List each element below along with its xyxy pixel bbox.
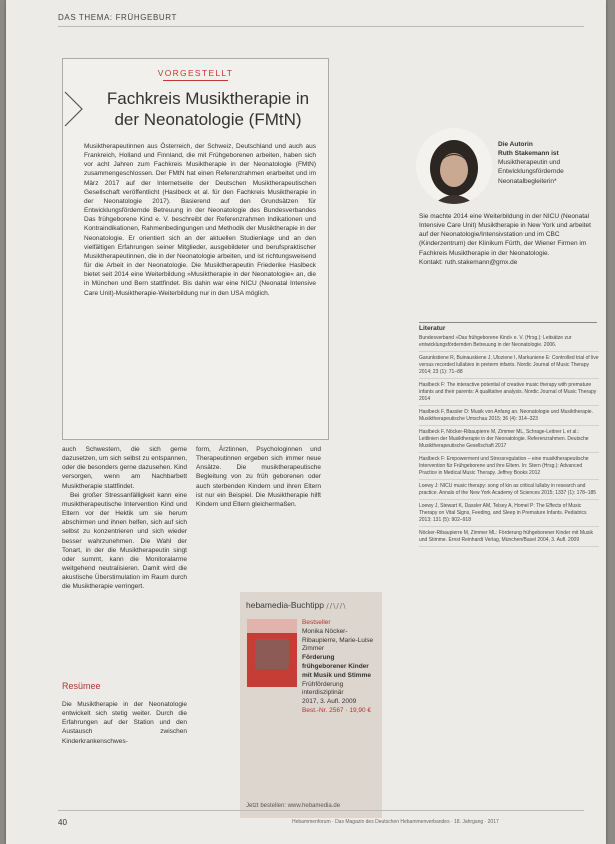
literature-divider: [419, 322, 597, 323]
body-paragraph: Bei großer Stressanfälligkeit kann eine musiktherapeutische Intervention Kind und Eltern vor der Hektik um sie herum abschirmen und ihnen helfen, sich auf sich selbst zu konzentrieren und sich wieder besser wahrzunehmen. Die Wahl der Tonart, in der die Musiktherapeutin singt oder summt, kann die Monitoralarme weitgehend neutralisieren. Damit wird die akustische Überstimulation im Raum durch die Musiktherapie verringert.: [62, 491, 187, 591]
header-divider: [58, 26, 584, 27]
body-paragraph: form, Ärztinnen, Psychologinnen und Therapeutinnen ergeben sich immer neue Ansätze. Die musiktherapeutische Begleitung von zu früh geborenen oder auch sterbenden Kindern und ihren Eltern ist nur ein Beispiel. Die Musiktherapie hilft Kindern und Eltern gleichermaßen.: [196, 446, 321, 508]
magazine-page: [6, 0, 606, 844]
kicker-underline: [163, 80, 228, 81]
literature-heading: Literatur: [419, 325, 446, 332]
author-photo: [416, 128, 492, 204]
author-portrait: [416, 128, 492, 204]
literature-item: Haslbeck F: Empowerment und Stressregulation – eine musiktherapeutische Intervention für Frühgeborene und ihre Eltern. In: Stern (Hrsg.): Advanced Practice in Medical Music Therapy. Jeffrey Books 2012: [419, 456, 599, 480]
resumee-paragraph: Die Musiktherapie in der Neonatologie entwickelt sich stetig weiter. Durch die Erfahrungen auf der Station und den Austausch zwischen Kinderkrankenschwes-: [62, 701, 187, 745]
literature-item: Haslbeck F, Bassler D: Musik von Anfang an. Neonatologie und Musiktherapie. Musiktherapeutische Umschau 2015; 36 (4): 314–323: [419, 409, 599, 426]
literature-item: Haslbeck F: The interactive potential of creative music therapy with premature infants and their parents: A qualitative analysis. Nordic Journal of Music Therapy 2014: [419, 382, 599, 406]
page-number: 40: [58, 818, 67, 827]
book-authors: Monika Nöcker-Ribaupierre, Marie-Luise Zimmer: [302, 627, 374, 653]
box-body-text: Musiktherapeutinnen aus Österreich, der Schweiz, Deutschland und auch aus Frankreich, Holland und Finnland, die mit Frühgeborenen arbeiten, haben sich vor acht Jahren zum Fachkreis Musiktherapie in der Neonatologie (FMtN) zusammengeschlossen. Der FMtN hat einen Referenzrahmen erarbeitet und im März 2017 auf der Internetseite der Deutschen Musiktherapeutischen Gesellschaft veröffentlicht (Haslbeck et al. für den Fachkreis Musiktherapie in der Neonatologie 2017). Basierend auf den Grundsätzen für Entwicklungsfördernde Betreuung in der Neonatologie des Bundesverbandes Das frühgeborene Kind e. V. beschreibt der Referenzrahmen Indikationen und Kontraindikationen, Rahmenbedingungen und Methodik der Musiktherapie in der Neonatologie. Er orientiert sich an der aktuellen Studienlage und an den vielfältigen Erfahrungen seiner Mitglieder, ausgebildeter und berufspraktischer Musiktherapeutinnen, die in der Neonatologie arbeiten, und ist richtungsweisend für die Arbeit in der Neonatologie. Die Musiktherapeutin Friederike Haslbeck bietet seit 2014 eine Weiterbildung »Musiktherapie in der Neonatologie« an, die in München und Bern stattfindet. Bis dahin war eine NICU (Neonatal Intensive Care Unit)-Musiktherapie-Weiterbildung nur in den USA möglich.: [84, 143, 316, 297]
author-bio-text: Sie machte 2014 eine Weiterbildung in der NICU (Neonatal Intensive Care Unit) Musiktherapie in New York und arbeitet auf der Neonatologie/Intensivstation und im CBC (Kinderzentrum) der Klinikum Fürth, der Wiener Firmen im Fachkreis Musiktherapie in der Neonatologie.: [419, 213, 591, 257]
box-kicker: VORGESTELLT: [157, 68, 234, 78]
body-column-right: [196, 445, 321, 509]
book-cover: [247, 619, 297, 687]
book-title: Förderung frühgeborener Kinder mit Musik und Stimme: [302, 654, 371, 679]
footer-divider: [58, 810, 584, 811]
author-contact: Kontakt: ruth.stakemann@gmx.de: [419, 258, 518, 266]
body-paragraph: auch Schwestern, die sich gerne dazusetzen, um sich selbst zu entspannen, oder die besonders gerne dazusehen. Kind versorgen, wenn am Nachbarbett Musiktherapie stattfindet.: [62, 446, 187, 490]
literature-item: Loewy J: NICU music therapy: song of kin as critical lullaby in research and practice. Annals of the New York Academy of Sciences 2015; 1337 (1): 178–185: [419, 483, 599, 500]
literature-item: Loewy J, Stewart K, Dassler AM, Telsey A, Homel P: The Effects of Music Therapy on Vital Signs, Feeding, and Sleep in Premature Infants. Pediatrics 2013; 131 (5): 902–918: [419, 503, 599, 527]
ad-heading-text: hebamedia-Buchtipp: [246, 600, 324, 610]
book-details: [302, 619, 380, 716]
book-edition: 2017, 3. Aufl. 2009: [302, 698, 357, 706]
box-title: Fachkreis Musiktherapie in der Neonatologie (FMtN): [106, 89, 310, 129]
author-caption: [498, 140, 590, 186]
resumee-heading: Resümee: [62, 681, 101, 691]
literature-item: Nöcker-Ribaupierre M, Zimmer ML: Förderung frühgeborener Kinder mit Musik und Stimme. Ernst Reinhardt Verlag, München/Basel 2004, 3. Aufl. 2009: [419, 530, 599, 547]
author-name: Ruth Stakemann ist: [498, 150, 559, 158]
book-cover-photo: [255, 639, 289, 669]
book-price: Best.-Nr. 2567 · 19,90 €: [302, 706, 372, 714]
hebamedia-logo: //\//\: [326, 602, 347, 610]
literature-item: Bundesverband »Das frühgeborene Kind« e. V. (Hrsg.): Leitsätze zur entwicklungsfördernden Betreuung in der Neonatologie. 2006.: [419, 335, 599, 352]
body-column-left: [62, 445, 187, 592]
resumee-column: [62, 700, 187, 746]
footer-running-text: Hebammenforum · Das Magazin des Deutschen Hebammenverbandes · 18. Jahrgang · 2017: [292, 819, 499, 825]
section-header: DAS THEMA: FRÜHGEBURT: [58, 13, 177, 22]
ad-heading: [246, 600, 347, 610]
chevron-right-icon: [62, 89, 86, 129]
bestseller-tag: Bestseller: [302, 619, 331, 626]
author-role: Musiktherapeutin und Entwicklungsfördernde Neonatalbegleiterin*: [498, 159, 564, 185]
author-bio: [419, 212, 595, 267]
author-caption-label: Die Autorin: [498, 141, 533, 148]
book-tip-ad: [240, 592, 382, 818]
book-cover-band: [247, 619, 297, 633]
info-box: [62, 58, 329, 440]
literature-item: Haslbeck F, Nöcker-Ribaupierre M, Zimmer ML, Schrage-Leitner L et al.: Leitlinien der Musiktherapie in der Neonatologie. Referenzrahmen. Deutsche Musiktherapeutische Gesellschaft 2017: [419, 429, 599, 453]
book-subtitle: Frühförderung interdisziplinär: [302, 680, 344, 697]
order-link[interactable]: Jetzt bestellen: www.hebamedia.de: [246, 803, 341, 809]
literature-list: [419, 335, 599, 550]
literature-item: Garunkstiene R, Buinauskiene J, Uloziene I, Markuniene E: Controlled trial of live versus recorded lullabies in preterm infants. Nordic Journal of Music Therapy 2014; 23 (1): 71–88: [419, 355, 599, 379]
